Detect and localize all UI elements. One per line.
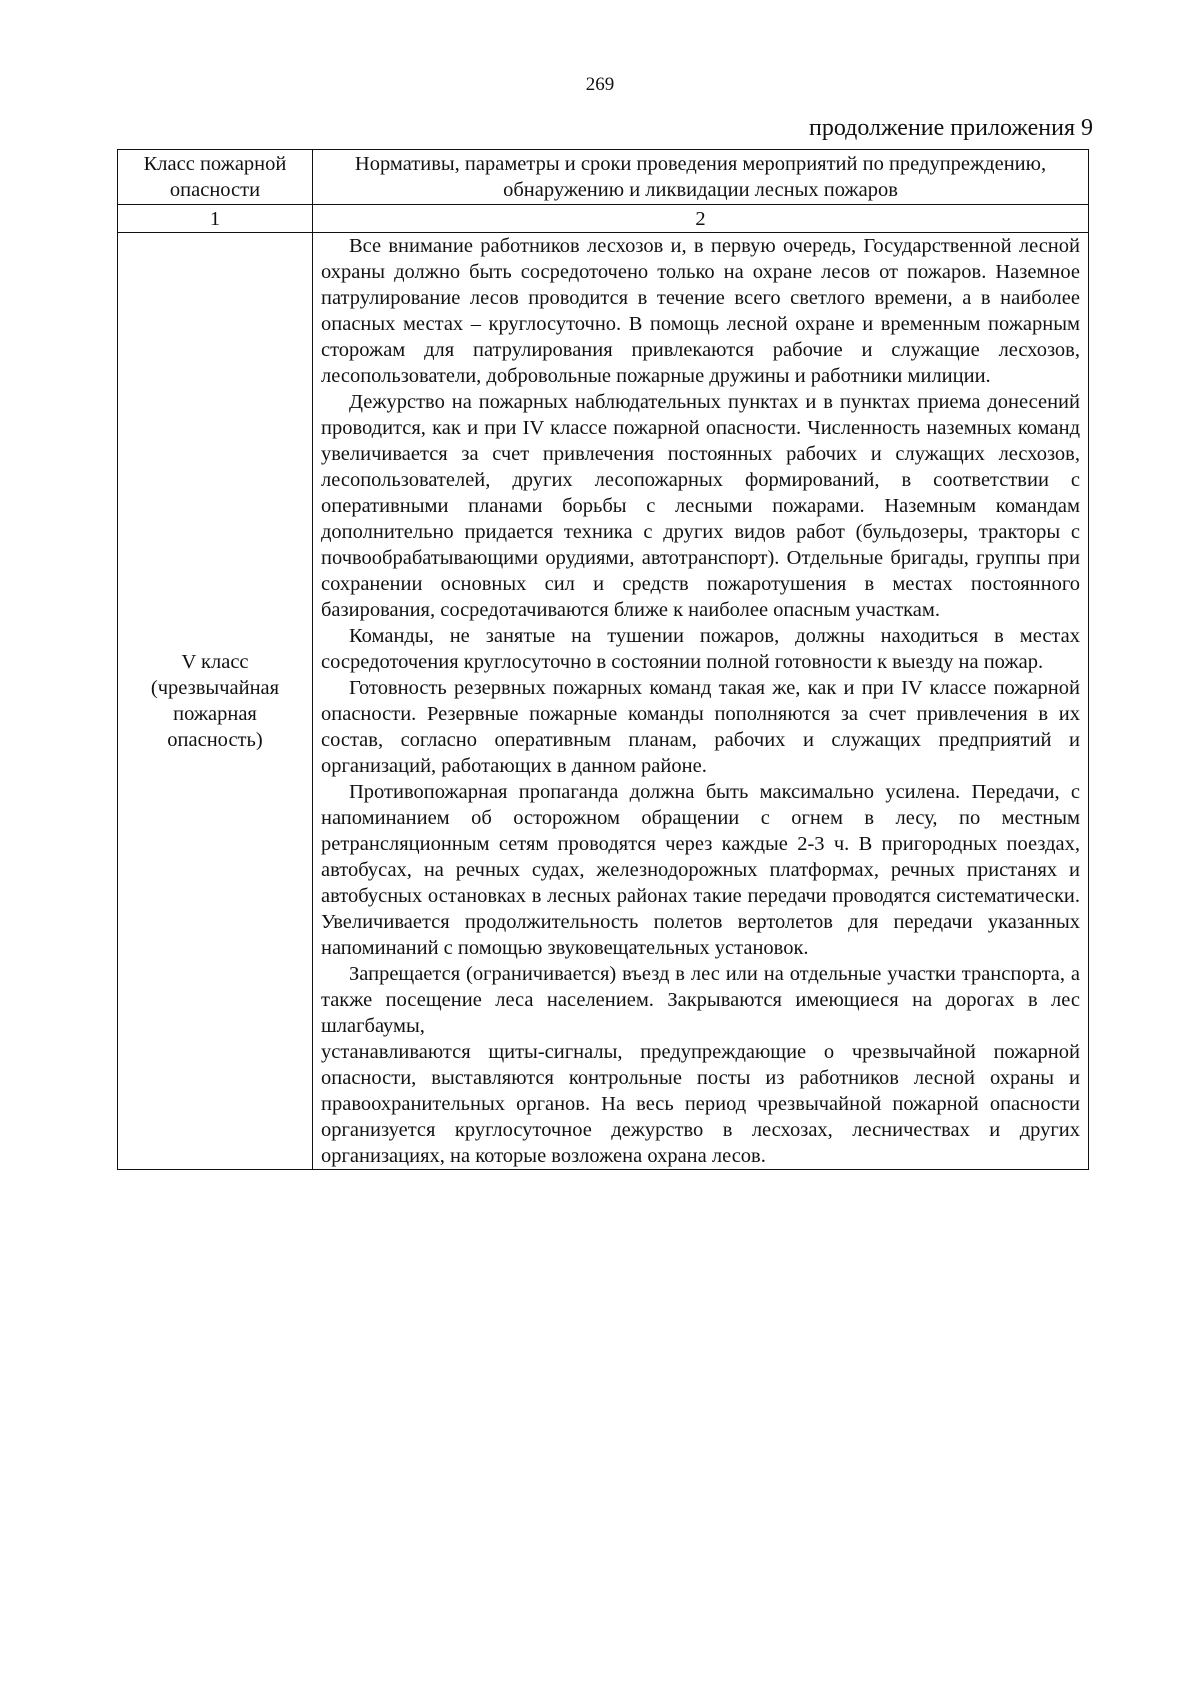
- norms-paragraph: Все внимание работников лесхозов и, в первую очередь, Государственной лесной охраны должно быть сосредоточено только на охране лесов от пожаров. Наземное патрулирование лесов проводится в течение всего светлого времени, а в наиболее опасных местах – круглосуточно. В помощь лесной охране и временным пожарным сторожам для патрулирования привлекаются рабочие и служащие лесхозов, лесопользователи, добровольные пожарные дружины и работники милиции.: [321, 235, 1080, 387]
- norms-paragraph: Готовность резервных пожарных команд такая же, как и при IV классе пожарной опасности. Резервные пожарные команды пополняются за счет привлечения в их состав, согласно оперативным планам, рабочих и служащих предприятий и организаций, работающих в данном районе.: [321, 677, 1080, 777]
- norms-paragraph: Противопожарная пропаганда должна быть максимально усилена. Передачи, с напоминанием об осторожном обращении с огнем в лесу, по местным ретрансляционным сетям проводятся через каждые 2-3 ч. В пригородных поездах, автобусах, на речных судах, железнодорожных платформах, речных пристанях и автобусных остановках в лесных районах такие передачи проводятся систематически. Увеличивается продолжительность полетов вертолетов для передачи указанных напоминаний с помощью звуковещательных установок.: [321, 781, 1080, 959]
- column-number-2: 2: [313, 205, 1089, 233]
- norms-text: [313, 233, 1089, 1170]
- fire-class-label: V класс (чрезвычайная пожарная опасность): [118, 233, 313, 1170]
- norms-paragraph: устанавливаются щиты-сигналы, предупреждающие о чрезвычайной пожарной опасности, выставляются контрольные посты из работников лесной охраны и правоохранительных органов. На весь период чрезвычайной пожарной опасности организуется круглосуточное дежурство в лесхозах, лесничествах и других организациях, на которые возложена охрана лесов.: [321, 1041, 1080, 1167]
- fire-danger-table: [117, 149, 1089, 1170]
- norms-paragraph: Запрещается (ограничивается) въезд в лес или на отдельные участки транспорта, а также посещение леса населением. Закрываются имеющиеся на дорогах в лес шлагбаумы,: [321, 963, 1080, 1037]
- header-row: [118, 150, 1089, 205]
- header-norms: Нормативы, параметры и сроки проведения мероприятий по предупреждению, обнаружению и ликвидации лесных пожаров: [313, 150, 1089, 205]
- table-row: [118, 233, 1089, 1170]
- column-number-1: 1: [118, 205, 313, 233]
- page-number: 269: [585, 74, 615, 95]
- norms-paragraph: Дежурство на пожарных наблюдательных пунктах и в пунктах приема донесений проводится, как и при IV классе пожарной опасности. Численность наземных команд увеличивается за счет привлечения постоянных рабочих и служащих лесхозов, лесопользователей, других лесопожарных формирований, в соответствии с оперативными планами борьбы с лесными пожарами. Наземным командам дополнительно придается техника с других видов работ (бульдозеры, тракторы с почвообрабатывающими орудиями, автотранспорт). Отдельные бригады, группы при сохранении основных сил и средств пожаротушения в местах постоянного базирования, сосредотачиваются ближе к наиболее опасным участкам.: [321, 391, 1080, 621]
- norms-paragraph: Команды, не занятые на тушении пожаров, должны находиться в местах сосредоточения круглосуточно в состоянии полной готовности к выезду на пожар.: [321, 625, 1080, 673]
- appendix-continuation-label: продолжение приложения 9: [809, 115, 1093, 141]
- header-fire-class: Класс пожарной опасности: [118, 150, 313, 205]
- column-number-row: [118, 205, 1089, 233]
